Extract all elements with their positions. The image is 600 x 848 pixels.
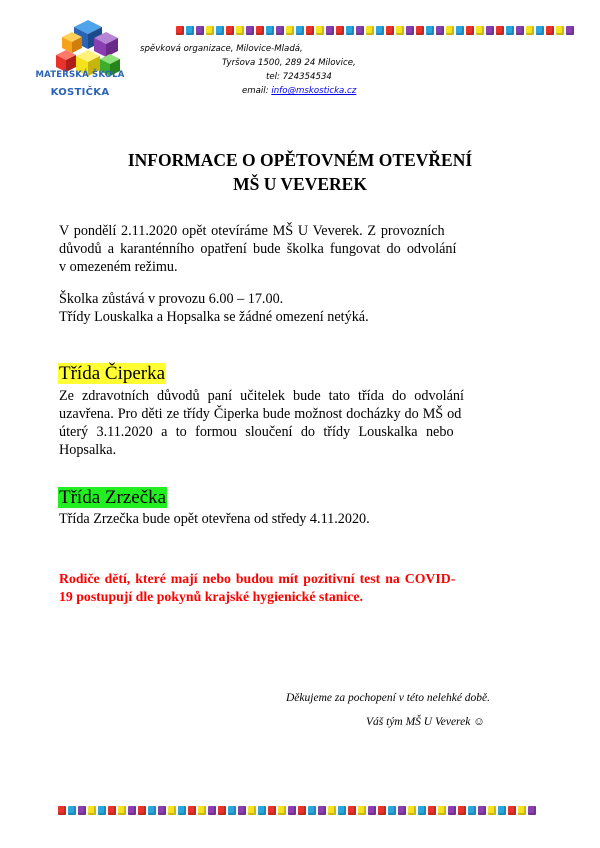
cube-decoration (238, 806, 246, 815)
cube-decoration (268, 806, 276, 815)
cube-decoration (328, 806, 336, 815)
cube-decoration (158, 806, 166, 815)
header-email-label: email: (242, 86, 272, 96)
cube-decoration (188, 806, 196, 815)
cube-decoration (338, 806, 346, 815)
cube-decoration (436, 26, 444, 35)
cube-decoration (58, 806, 66, 815)
cube-decoration (518, 806, 526, 815)
cube-decoration (208, 806, 216, 815)
cube-decoration (516, 26, 524, 35)
cube-decoration (246, 26, 254, 35)
cube-decoration (178, 806, 186, 815)
zrzecka-paragraph (59, 510, 543, 528)
logo-text-kosticka: KOSTIČKA (50, 87, 110, 98)
cube-decoration (368, 806, 376, 815)
cube-decoration (196, 26, 204, 35)
cube-decoration (306, 26, 314, 35)
cube-decoration (546, 26, 554, 35)
cube-decoration (506, 26, 514, 35)
cube-decoration (396, 26, 404, 35)
cube-decoration (458, 806, 466, 815)
cube-decoration (386, 26, 394, 35)
cube-decoration (68, 806, 76, 815)
cube-decoration (556, 26, 564, 35)
cube-decoration (176, 26, 184, 35)
warning-line-1: Rodiče dětí, které mají nebo budou mít pozitivní test na COVID- (59, 571, 456, 586)
cube-decoration (428, 806, 436, 815)
cube-decoration (226, 26, 234, 35)
cube-decoration (128, 806, 136, 815)
cube-decoration (316, 26, 324, 35)
cube-decoration (266, 26, 274, 35)
cube-decoration (228, 806, 236, 815)
cube-decoration (258, 806, 266, 815)
cube-decoration (426, 26, 434, 35)
cube-decoration (356, 26, 364, 35)
closing-signature: Váš tým MŠ U Veverek ☺ (366, 716, 485, 728)
cube-decoration (366, 26, 374, 35)
intro-line-1: V pondělí 2.11.2020 opět otevíráme MŠ U Veverek. Z provozních (59, 223, 445, 239)
cube-decoration (98, 806, 106, 815)
decorative-cube-border-bottom (58, 806, 536, 816)
section-zrzecka (58, 487, 167, 509)
cube-decoration (346, 26, 354, 35)
cube-decoration (108, 806, 116, 815)
cube-decoration (336, 26, 344, 35)
hours-paragraph (59, 290, 543, 326)
cube-decoration (456, 26, 464, 35)
cube-decoration (496, 26, 504, 35)
cube-decoration (326, 26, 334, 35)
cube-decoration (88, 806, 96, 815)
warning-line-2: 19 postupují dle pokynů krajské hygienické stanice. (59, 589, 363, 604)
cube-decoration (236, 26, 244, 35)
hours-line-1: Školka zůstává v provozu 6.00 – 17.00. (59, 291, 284, 307)
covid-warning (59, 570, 543, 606)
cube-decoration (248, 806, 256, 815)
intro-line-3: v omezeném režimu. (59, 259, 178, 275)
cube-decoration (198, 806, 206, 815)
cube-decoration (528, 806, 536, 815)
cube-decoration (476, 26, 484, 35)
header-street: Tyršova 1500, 289 24 Milovice, (222, 58, 356, 68)
cube-decoration (206, 26, 214, 35)
cube-decoration (388, 806, 396, 815)
cube-decoration (416, 26, 424, 35)
cube-decoration (468, 806, 476, 815)
cube-decoration (406, 26, 414, 35)
cube-decoration (318, 806, 326, 815)
cube-decoration (526, 26, 534, 35)
cube-decoration (186, 26, 194, 35)
zrzecka-line-1: Třída Zrzečka bude opět otevřena od středy 4.11.2020. (59, 511, 370, 527)
page-title (40, 148, 560, 196)
cube-decoration (536, 26, 544, 35)
cube-decoration (286, 26, 294, 35)
cube-decoration (308, 806, 316, 815)
header-tel: tel: 724354534 (266, 72, 332, 82)
cube-decoration (358, 806, 366, 815)
cube-decoration (168, 806, 176, 815)
ciperka-paragraph (59, 387, 543, 459)
cube-decoration (566, 26, 574, 35)
cube-decoration (418, 806, 426, 815)
cube-decoration (276, 26, 284, 35)
section-ciperka (58, 363, 166, 385)
cube-decoration (118, 806, 126, 815)
ciperka-heading: Třída Čiperka (59, 363, 166, 384)
cube-decoration (466, 26, 474, 35)
ciperka-line-2: uzavřena. Pro děti ze třídy Čiperka bude možnost docházky do MŠ od (59, 406, 462, 422)
ciperka-line-3: úterý 3.11.2020 a to formou sloučení do třídy Louskalka nebo (59, 424, 454, 440)
cube-decoration (448, 806, 456, 815)
intro-line-2: důvodů a karanténního opatření bude školka fungovat do odvolání (59, 241, 457, 257)
title-line-2: MŠ U VEVEREK (233, 174, 367, 194)
cube-decoration (398, 806, 406, 815)
zrzecka-heading: Třída Zrzečka (59, 487, 167, 508)
cube-decoration (446, 26, 454, 35)
cube-decoration (498, 806, 506, 815)
cube-decoration (278, 806, 286, 815)
cube-decoration (376, 26, 384, 35)
cube-decoration (508, 806, 516, 815)
cube-decoration (296, 26, 304, 35)
decorative-cube-border-top (176, 26, 574, 36)
cube-decoration (348, 806, 356, 815)
title-line-1: INFORMACE O OPĚTOVNÉM OTEVŘENÍ (127, 150, 473, 170)
email-link[interactable]: info@mskosticka.cz (271, 86, 357, 96)
cube-decoration (298, 806, 306, 815)
hours-line-2: Třídy Louskalka a Hopsalka se žádné omezení netýká. (59, 309, 369, 325)
cube-decoration (256, 26, 264, 35)
ciperka-line-1: Ze zdravotních důvodů paní učitelek bude tato třída do odvolání (59, 388, 464, 404)
cube-decoration (478, 806, 486, 815)
cube-decoration (378, 806, 386, 815)
cube-decoration (138, 806, 146, 815)
logo-text-school: MATEŘSKÁ ŠKOLA (35, 70, 125, 80)
cube-decoration (486, 26, 494, 35)
cube-decoration (488, 806, 496, 815)
intro-paragraph (59, 222, 543, 276)
cube-decoration (218, 806, 226, 815)
cube-decoration (438, 806, 446, 815)
header-email-row (242, 85, 356, 99)
cube-decoration (288, 806, 296, 815)
header-org: spěvková organizace, Milovice-Mladá, (140, 44, 303, 54)
ciperka-line-4: Hopsalka. (59, 442, 117, 458)
cube-decoration (408, 806, 416, 815)
closing-thanks: Děkujeme za pochopení v této nelehké době. (286, 692, 491, 704)
cube-decoration (78, 806, 86, 815)
cube-decoration (216, 26, 224, 35)
cube-decoration (148, 806, 156, 815)
